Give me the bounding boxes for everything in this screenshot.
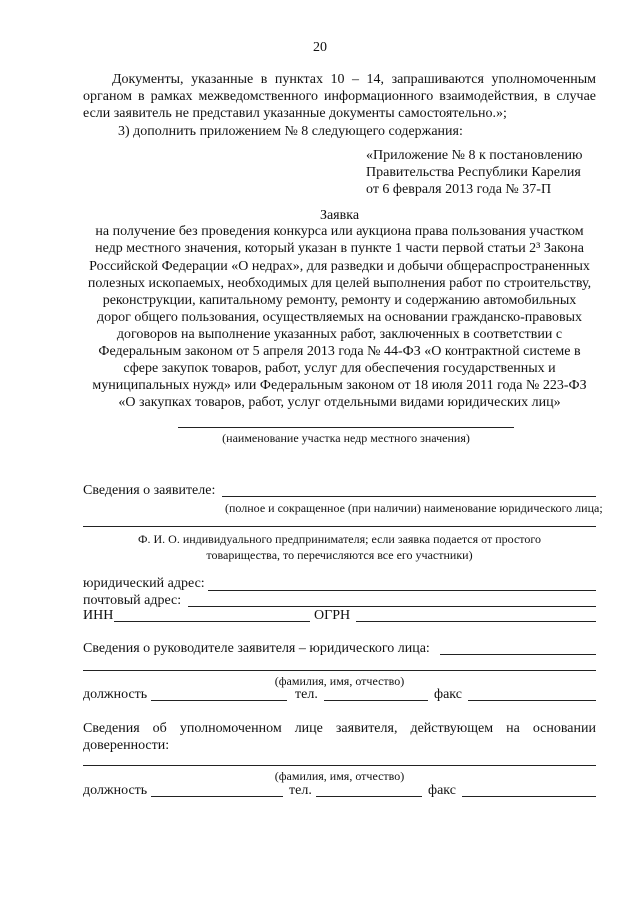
ogrn-label: ОГРН (314, 608, 351, 623)
inn-line[interactable] (114, 621, 310, 622)
application-title: Заявка (319, 208, 360, 223)
fio-caption: (фамилия, имя, отчество) (274, 674, 405, 688)
phone-line-2[interactable] (316, 796, 422, 797)
position-label-2: должность (83, 783, 148, 798)
phone-line[interactable] (324, 700, 428, 701)
applicant-caption-2: Ф. И. О. индивидуального предпринимателя; если заявка подается от простого (138, 532, 541, 546)
postal-address-line[interactable] (188, 606, 596, 607)
inn-label: ИНН (83, 608, 114, 623)
head-line-2[interactable] (83, 670, 596, 671)
phone-label: тел. (295, 687, 318, 702)
legal-address-label: юридический адрес: (83, 576, 205, 591)
intro-line-2: органом в рамках межведомственного информационного взаимодействия, в случае (83, 89, 596, 104)
applicant-name-line-2[interactable] (83, 526, 596, 527)
plot-name-line[interactable] (178, 427, 514, 428)
applicant-name-line[interactable] (222, 496, 596, 497)
application-line: реконструкции, капитальному ремонту, ремонту и содержанию автомобильных (102, 293, 577, 308)
application-line: на получение без проведения конкурса или аукциона права пользования участком (95, 224, 584, 239)
fio-caption-2: (фамилия, имя, отчество) (274, 769, 405, 783)
application-line: договоров на выполнение указанных работ, заключенных в соответствии с (116, 327, 563, 342)
proxy-line-2: доверенности: (83, 738, 170, 753)
applicant-caption-3: товарищества, то перечисляются все его участники) (206, 548, 473, 562)
application-line: дорог общего пользования, осуществляемых на основании гражданско-правовых (97, 310, 582, 325)
intro-item-3: 3) дополнить приложением № 8 следующего содержания: (118, 124, 463, 139)
proxy-line-1: Сведения об уполномоченном лице заявителя, действующем на основании (83, 721, 596, 736)
appendix-line-2: Правительства Республики Карелия (366, 165, 581, 180)
applicant-caption-1: (полное и сокращенное (при наличии) наименование юридического лица; (225, 501, 603, 515)
head-line-1[interactable] (440, 654, 596, 655)
application-line: сфере закупок товаров, работ, услуг для обеспечения государственных и (123, 361, 556, 376)
application-line: «О закупках товаров, работ, услуг отдельными видами юридических лиц» (118, 395, 561, 410)
fax-label: факс (434, 687, 462, 702)
fax-line-2[interactable] (462, 796, 596, 797)
appendix-line-1: «Приложение № 8 к постановлению (366, 148, 583, 163)
fax-line[interactable] (468, 700, 596, 701)
application-line: муниципальных нужд» или Федеральным законом от 18 июля 2011 года № 223-ФЗ (92, 378, 587, 393)
legal-address-line[interactable] (208, 590, 596, 591)
ogrn-line[interactable] (356, 621, 596, 622)
plot-name-caption: (наименование участка недр местного значения) (222, 431, 470, 445)
proxy-fio-line[interactable] (83, 765, 596, 766)
position-line-2[interactable] (151, 796, 283, 797)
application-line: Федеральным законом от 5 апреля 2013 года № 44-ФЗ «О контрактной системе в (98, 344, 581, 359)
intro-line-3: если заявитель не представил указанные документы самостоятельно.»; (83, 106, 507, 121)
application-line: Российской Федерации «О недрах», для разведки и добычи общераспространенных (89, 259, 590, 274)
fax-label-2: факс (428, 783, 456, 798)
application-line: полезных ископаемых, необходимых для целей выполнения работ по строительству, (87, 276, 592, 291)
applicant-label: Сведения о заявителе: (83, 483, 216, 498)
phone-label-2: тел. (289, 783, 312, 798)
appendix-line-3: от 6 февраля 2013 года № 37-П (366, 182, 552, 197)
position-label: должность (83, 687, 148, 702)
position-line[interactable] (151, 700, 287, 701)
page-number: 20 (313, 40, 327, 55)
intro-line-1: Документы, указанные в пунктах 10 – 14, запрашиваются уполномоченным (112, 72, 596, 87)
head-label: Сведения о руководителе заявителя – юридического лица: (83, 641, 430, 656)
application-line: недр местного значения, который указан в пункте 1 части первой статьи 2³ Закона (95, 241, 584, 256)
postal-address-label: почтовый адрес: (83, 593, 182, 608)
